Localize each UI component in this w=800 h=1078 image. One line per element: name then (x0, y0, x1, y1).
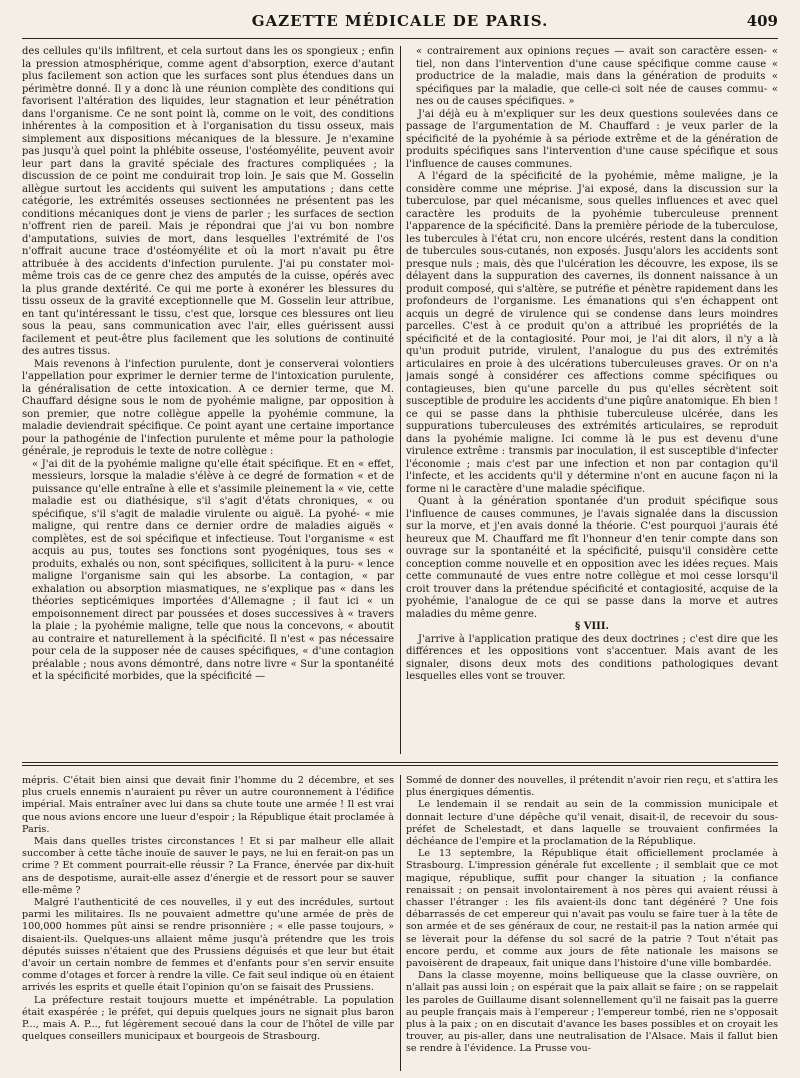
top-right-column (406, 46, 778, 754)
paragraph: Le 13 septembre, la République était officiellement proclamée à Strasbourg. L'impression générale fut excellente ; il semblait que ce mot magique, république, suffit pour changer la situation ; la confiance renaissait ; on pensait involontairement à nos pères qui avaient réussi à chasser l'étranger : les fils avaient-ils donc tant dégénéré ? Une fois débarrassés de cet empereur qui n'avait pas voulu se faire tuer à la tête de son armée et de ses généraux de cour, ne restait-il pas la nation armée qui se lèverait pour la défense du sol sacré de la patrie ? Tout n'était pas encore perdu, et comme aux jours de fête nationale les maisons se pavoisèrent de drapeaux, fait unique dans l'histoire d'une ville bombardée. (406, 848, 778, 970)
header-rule (22, 38, 778, 39)
bottom-right-column (406, 775, 778, 1071)
page-header (22, 12, 778, 36)
paragraph: Sommé de donner des nouvelles, il prétendit n'avoir rien reçu, et s'attira les plus énergiques démentis. (406, 775, 778, 799)
paragraph: des cellules qu'ils infiltrent, et cela surtout dans les os spongieux ; enfin la pression atmosphérique, comme agent d'absorption, exerce d'autant plus facilement son action que les surfaces sont plus étendues dans un périmètre donné. Il y a donc là une réunion complète des conditions qui favorisent l'altération des liquides, leur stagnation et leur pénétration dans l'organisme. Ce ne sont point là, comme on le voit, des conditions inhérentes à la composition et à l'organisation du tissu osseux, mais simplement aux dispositions mécaniques de la blessure. Je n'examine pas jusqu'à quel point la phlébite osseuse, l'ostéomyélite, peuvent avoir leur part dans la gravité spéciale des fractures compliquées ; la discussion de ce point me conduirait trop loin. Je sais que M. Gosselin allègue surtout les accidents qui suivent les amputations ; dans cette catégorie, les extrémités osseuses sectionnées ne présentent pas les conditions mécaniques dont je viens de parler ; les surfaces de section n'offrent rien de pareil. Mais je répondrai que j'ai vu bon nombre d'amputations, suivies de mort, dans lesquelles l'extrémité de l'os n'offrait aucune trace d'ostéomyélite et où la mort n'avait pu être attribuée à des accidents d'infection purulente. J'ai pu constater moi-même trois cas de ce genre chez des amputés de la cuisse, opérés avec la plus grande dextérité. Ce qui me porte à exonérer les blessures du tissu osseux de la gravité exceptionnelle que M. Gosselin leur attribue, en tant qu'intéressant le tissu, c'est que, lorsque ces blessures ont lieu sous la peau, sans communication avec l'air, elles guérissent aussi facilement et peut-être plus facilement que les solutions de continuité des autres tissus. (22, 46, 394, 357)
bottom-left-column (22, 775, 394, 1071)
paragraph: Quant à la génération spontanée d'un produit spécifique sous l'influence de causes communes, je l'avais signalée dans la discussion sur la morve, et j'en avais donné la théorie. C'est pourquoi j'aurais été heureux que M. Chauffard me fît l'honneur d'en tenir compte dans son ouvrage sur la spontanéité et la spécificité, puisqu'il considère cette conception comme nouvelle et en opposition avec les idées reçues. Mais cette communauté de vues entre notre collègue et moi cesse lorsqu'il croit trouver dans la prétendue spécificité et contagiosité, acquise de la pyohémie, l'analogue de ce qui se passe dans la morve et autres maladies du même genre. (406, 496, 778, 620)
paragraph: A l'égard de la spécificité de la pyohémie, même maligne, je la considère comme une méprise. J'ai exposé, dans la discussion sur la tuberculose, par quel mécanisme, sous quelles influences et avec quel caractère les produits de la pyohémie tuberculeuse prennent l'apparence de la spécificité. Dans la première période de la tuberculose, les tubercules à l'état cru, non encore ulcérés, restent dans la condition de tubercules sous-cutanés, non exposés. Jusqu'alors les accidents sont presque nuls ; mais, dès que l'ulcération les découvre, les expose, ils se délayent dans la suppuration des cavernes, ils donnent naissance à un produit composé, qui s'altère, se putréfie et pénètre rapidement dans les profondeurs de l'organisme. Les émanations qui s'en échappent ont acquis un degré de virulence qui se condense dans leurs moindres parcelles. C'est à ce produit qu'on a attribué les propriétés de la spécificité et de la contagiosité. Pour moi, je l'ai dit alors, il n'y a là qu'un produit putride, virulent, l'analogue du pus des extrémités articulaires en proie à des ulcérations tuberculeuses graves. Or on n'a jamais songé à considérer ces affections comme spécifiques ou contagieuses, bien qu'une parcelle du pus qu'elles sécrètent soit susceptible de produire les accidents d'une piqûre anatomique. Eh bien ! ce qui se passe dans la phthisie tuberculeuse ulcérée, dans les suppurations tuberculeuses des extrémités articulaires, se reproduit dans la pyohémie maligne. Ici comme là le pus est devenu d'une virulence extrême : transmis par inoculation, il est susceptible d'infecter l'économie ; mais c'est par une infection et non par contagion qu'il l'infecte, et les accidents qu'il y détermine n'ont en aucune façon ni la forme ni le caractère d'une maladie spécifique. (406, 171, 778, 495)
feuilleton-rule-double (22, 765, 778, 766)
column-divider (400, 775, 401, 1071)
quotation: « contrairement aux opinions reçues — avait son caractère essen- « tiel, non dans l'intervention d'une cause spécifique comme cause « productrice de la maladie, mais dans la génération de produits « spécifiques par la maladie, que celle-ci soit née de causes commu- « nes ou de causes spécifiques. » (416, 46, 778, 107)
quotation: « J'ai dit de la pyohémie maligne qu'elle était spécifique. Et en « effet, messieurs, lorsque la maladie s'élève à ce degré de formation « et de puissance qu'elle entraîne à elle et s'assimile pleinement la « vie, cette maladie est ou diathésique, s'il s'agit d'états chroniques, « ou spécifique, s'il s'agit de maladie virulente ou aiguë. La pyohé- « mie maligne, qui rentre dans ce dernier ordre de maladies aiguës « complètes, est de soi spécifique et infectieuse. Tout l'organisme « est acquis au pus, toutes ses fonctions sont pyogéniques, tous ses « produits, exhalés ou non, sont spécifiques, sollicitent à la puru- « lence maligne l'organisme sain qui les absorbe. La contagion, « par exhalation ou absorption miasmatiques, ne s'explique pas « dans les théories septicémiques importées d'Allemagne ; il faut ici « un empoisonnement direct par poussées et doses successives à « travers la plaie ; la pyohémie maligne, telle que nous la concevons, « aboutit au contraire et naturellement à la spécificité. Il n'est « pas nécessaire pour cela de la supposer née de causes spécifiques, « d'une contagion préalable ; nous avons démontré, dans notre livre « Sur la spontanéité et la spécificité morbides, que la spécificité — (32, 458, 394, 682)
paragraph: Malgré l'authenticité de ces nouvelles, il y eut des incrédules, surtout parmi les militaires. Ils ne pouvaient admettre qu'une armée de près de 100,000 hommes pût ainsi se rendre prisonnière ; « elle passe toujours, » disaient-ils. Quelques-uns allaient même jusqu'à prétendre que les trois députés suisses n'étaient que des Prussiens déguisés et que leur but était d'avoir un certain nombre de femmes et d'enfants pour s'en servir ensuite comme d'otages et forcer à rendre la ville. Ce fait seul indique où en étaient arrivés les esprits et quelle était l'opinion qu'on se faisait des Prussiens. (22, 897, 394, 994)
paragraph: Le lendemain il se rendait au sein de la commission municipale et donnait lecture d'une dépêche qu'il venait, disait-il, de recevoir du sous-préfet de Schelestadt, et dans laquelle se trouvaient confirmées la déchéance de l'empire et la proclamation de la République. (406, 799, 778, 848)
paragraph: mépris. C'était bien ainsi que devait finir l'homme du 2 décembre, et ses plus cruels ennemis n'auraient pu rêver un autre couronnement à l'édifice impérial. Mais entraîner avec lui dans sa chute toute une armée ! Il est vrai que nous avions encore une lueur d'espoir ; la République était proclamée à Paris. (22, 775, 394, 835)
paragraph: Mais dans quelles tristes circonstances ! Et si par malheur elle allait succomber à cette tâche inouïe de sauver le pays, ne lui en ferait-on pas un crime ? Et comment pourrait-elle réussir ? La France, énervée par dix-huit ans de despotisme, aurait-elle assez d'énergie et de ressort pour se sauver elle-même ? (22, 836, 394, 896)
journal-title: GAZETTE MÉDICALE DE PARIS. (251, 12, 549, 30)
page-number: 409 (746, 12, 778, 30)
paragraph: J'arrive à l'application pratique des deux doctrines ; c'est dire que les différences et les oppositions vont s'accentuer. Mais avant de les signaler, disons deux mots des conditions pathologiques devant lesquelles elles vont se trouver. (406, 633, 778, 682)
top-left-column (22, 46, 394, 754)
paragraph: Mais revenons à l'infection purulente, dont je conserverai volontiers l'appellation pour exprimer le dernier terme de l'intoxication purulente, la généralisation de cette intoxication. A ce dernier terme, que M. Chauffard désigne sous le nom de pyohémie maligne, par opposition à son premier, que notre collègue appelle la pyohémie commune, la maladie deviendrait spécifique. Ce point ayant une certaine importance pour la pathogénie de l'infection purulente et même pour la pathologie générale, je reproduis le texte de notre collègue : (22, 358, 394, 457)
paragraph: Dans la classe moyenne, moins belliqueuse que la classe ouvrière, on n'allait pas aussi loin ; on espérait que la paix allait se faire ; on se rappelait les paroles de Guillaume disant solennellement qu'il ne faisait pas la guerre au peuple français mais à l'empereur ; l'empereur tombé, rien ne s'opposait plus à la paix ; on en discutait d'avance les bases possibles et on croyait les trouver, au pis-aller, dans une neutralisation de l'Alsace. Mais il fallut bien se rendre à l'évidence. La Prusse vou- (406, 970, 778, 1055)
paragraph: J'ai déjà eu à m'expliquer sur les deux questions soulevées dans ce passage de l'argumentation de M. Chauffard : je veux parler de la spécificité de la pyohémie à sa période extrême et de la génération de produits spécifiques sans l'intervention d'une cause spécifique et sous l'influence de causes communes. (406, 108, 778, 170)
paragraph: La préfecture restait toujours muette et impénétrable. La population était exaspérée ; le préfet, qui depuis quelques jours ne signait plus baron P..., mais A. P..., fut légèrement secoué dans la cour de l'hôtel de ville par quelques conseillers municipaux et bourgeois de Strasbourg. (22, 994, 394, 1043)
column-divider (400, 46, 401, 754)
section-heading: § VIII. (575, 621, 609, 632)
feuilleton-rule (22, 762, 778, 763)
